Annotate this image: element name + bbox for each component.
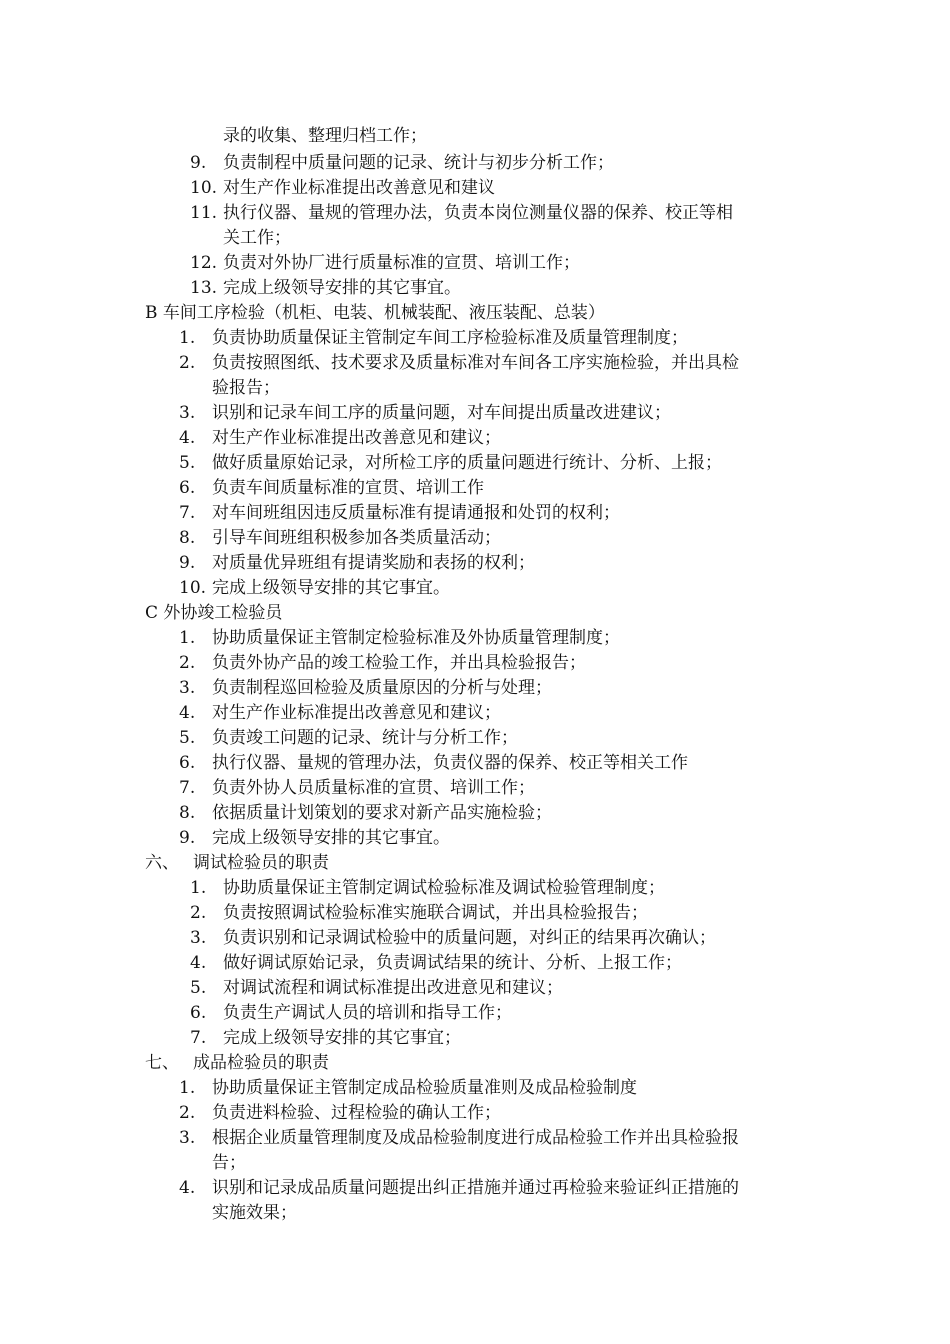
list-item: [190, 951, 682, 975]
list-item-number: 10.: [190, 178, 218, 198]
list-item-number: 1.: [179, 328, 196, 348]
list-item-number: 1.: [179, 628, 196, 648]
list-item-text: 协助质量保证主管制定调试检验标准及调试检验管理制度；: [223, 878, 665, 898]
list-item: [179, 426, 501, 450]
list-item: [179, 526, 501, 550]
list-item-number: 5.: [179, 728, 196, 748]
list-item-text: 关工作；: [223, 228, 291, 248]
list-item: [179, 701, 501, 725]
list-item-text: 负责竣工问题的记录、统计与分析工作；: [212, 728, 518, 748]
list-item-text: 执行仪器、量规的管理办法，负责本岗位测量仪器的保养、校正等相: [223, 203, 733, 223]
list-item-text: 完成上级领导安排的其它事宜。: [223, 278, 461, 298]
list-item-text: 负责车间质量标准的宣贯、培训工作: [212, 478, 484, 498]
list-item-text: 负责进料检验、过程检验的确认工作；: [212, 1103, 501, 1123]
list-item-text: 负责对外协厂进行质量标准的宣贯、培训工作；: [223, 253, 580, 273]
list-item: [179, 751, 688, 775]
list-item: [190, 1026, 461, 1050]
list-item: [190, 1001, 512, 1025]
list-item-text: 对生产作业标准提出改善意见和建议；: [212, 703, 501, 723]
list-item-text: 负责识别和记录调试检验中的质量问题，对纠正的结果再次确认；: [223, 928, 716, 948]
list-item-text: 做好调试原始记录，负责调试结果的统计、分析、上报工作；: [223, 953, 682, 973]
list-item-number: 7.: [190, 1028, 207, 1048]
list-item-number: 9.: [190, 153, 207, 173]
list-item-continuation: [212, 1201, 297, 1225]
list-item-continuation: [212, 1151, 246, 1175]
list-item: [179, 726, 518, 750]
section-heading-number: 七、: [145, 1053, 179, 1073]
list-item-number: 4.: [179, 703, 196, 723]
list-item: [190, 201, 733, 225]
list-item-number: 9.: [179, 828, 196, 848]
list-item: [179, 576, 450, 600]
list-item-text: 负责制程巡回检验及质量原因的分析与处理；: [212, 678, 552, 698]
list-item: [179, 651, 586, 675]
list-item-text: 负责制程中质量问题的记录、统计与初步分析工作；: [223, 153, 614, 173]
list-item-continuation: [223, 124, 427, 148]
list-item-text: 对调试流程和调试标准提出改进意见和建议；: [223, 978, 563, 998]
list-item-number: 8.: [179, 528, 196, 548]
list-item: [179, 826, 450, 850]
list-item-number: 3.: [179, 1128, 196, 1148]
list-item-text: 识别和记录成品质量问题提出纠正措施并通过再检验来验证纠正措施的: [212, 1178, 739, 1198]
list-item-number: 4.: [190, 953, 207, 973]
list-item-text: 完成上级领导安排的其它事宜。: [212, 578, 450, 598]
list-item: [179, 676, 552, 700]
list-item-number: 5.: [179, 453, 196, 473]
list-item: [179, 351, 739, 375]
list-item-text: 完成上级领导安排的其它事宜；: [223, 1028, 461, 1048]
list-item: [190, 876, 665, 900]
list-item-number: 2.: [179, 353, 196, 373]
list-item-number: 4.: [179, 428, 196, 448]
list-item-continuation: [223, 226, 291, 250]
list-item-number: 2.: [179, 653, 196, 673]
list-item: [179, 551, 535, 575]
list-item-number: 3.: [190, 928, 207, 948]
list-item: [190, 276, 461, 300]
list-item-text: 引导车间班组积极参加各类质量活动；: [212, 528, 501, 548]
list-item-number: 7.: [179, 503, 196, 523]
list-item: [179, 1101, 501, 1125]
section-heading: [145, 851, 329, 875]
section-heading: [145, 1051, 329, 1075]
list-item-number: 6.: [190, 1003, 207, 1023]
list-item: [190, 901, 648, 925]
list-item-text: 实施效果；: [212, 1203, 297, 1223]
list-item-number: 4.: [179, 1178, 196, 1198]
list-item-text: 对质量优异班组有提请奖励和表扬的权利；: [212, 553, 535, 573]
list-item: [190, 976, 563, 1000]
list-item-text: 根据企业质量管理制度及成品检验制度进行成品检验工作并出具检验报: [212, 1128, 739, 1148]
list-item: [190, 251, 580, 275]
list-item-number: 7.: [179, 778, 196, 798]
list-item-text: 负责按照图纸、技术要求及质量标准对车间各工序实施检验，并出具检: [212, 353, 739, 373]
list-item-text: 负责生产调试人员的培训和指导工作；: [223, 1003, 512, 1023]
list-item: [179, 1076, 637, 1100]
list-item-number: 5.: [190, 978, 207, 998]
list-item: [179, 776, 535, 800]
list-item-number: 9.: [179, 553, 196, 573]
list-item-number: 6.: [179, 478, 196, 498]
list-item-text: 依据质量计划策划的要求对新产品实施检验；: [212, 803, 552, 823]
list-item-text: 负责外协人员质量标准的宣贯、培训工作；: [212, 778, 535, 798]
list-item: [179, 451, 722, 475]
list-item-number: 3.: [179, 678, 196, 698]
section-heading-text: B 车间工序检验（机柜、电装、机械装配、液压装配、总装）: [145, 303, 605, 323]
list-item-text: 对生产作业标准提出改善意见和建议；: [212, 428, 501, 448]
list-item-number: 13.: [190, 278, 218, 298]
section-heading-text: 成品检验员的职责: [193, 1053, 329, 1073]
list-item-text: 完成上级领导安排的其它事宜。: [212, 828, 450, 848]
section-heading: [145, 301, 605, 325]
list-item-number: 1.: [190, 878, 207, 898]
list-item-number: 12.: [190, 253, 218, 273]
list-item-text: 负责按照调试检验标准实施联合调试，并出具检验报告；: [223, 903, 648, 923]
list-item-text: 负责协助质量保证主管制定车间工序检验标准及质量管理制度；: [212, 328, 688, 348]
list-item-number: 10.: [179, 578, 207, 598]
list-item: [190, 151, 614, 175]
list-item-text: 录的收集、整理归档工作；: [223, 126, 427, 146]
list-item-continuation: [212, 376, 280, 400]
list-item: [190, 926, 716, 950]
list-item-text: 告；: [212, 1153, 246, 1173]
list-item-text: 验报告；: [212, 378, 280, 398]
section-heading-number: 六、: [145, 853, 179, 873]
list-item: [179, 326, 688, 350]
list-item-number: 11.: [190, 203, 218, 223]
list-item-number: 3.: [179, 403, 196, 423]
list-item-text: 执行仪器、量规的管理办法，负责仪器的保养、校正等相关工作: [212, 753, 688, 773]
list-item: [179, 801, 552, 825]
section-heading-text: C 外协竣工检验员: [145, 603, 283, 623]
list-item-number: 2.: [190, 903, 207, 923]
list-item: [179, 626, 620, 650]
list-item: [179, 501, 620, 525]
list-item-text: 协助质量保证主管制定检验标准及外协质量管理制度；: [212, 628, 620, 648]
list-item: [179, 1126, 739, 1150]
list-item: [179, 476, 484, 500]
list-item-number: 8.: [179, 803, 196, 823]
list-item-text: 协助质量保证主管制定成品检验质量准则及成品检验制度: [212, 1078, 637, 1098]
list-item: [190, 176, 495, 200]
list-item-text: 对车间班组因违反质量标准有提请通报和处罚的权利；: [212, 503, 620, 523]
list-item-number: 2.: [179, 1103, 196, 1123]
list-item-text: 做好质量原始记录，对所检工序的质量问题进行统计、分析、上报；: [212, 453, 722, 473]
list-item-text: 对生产作业标准提出改善意见和建议: [223, 178, 495, 198]
list-item-text: 识别和记录车间工序的质量问题，对车间提出质量改进建议；: [212, 403, 671, 423]
list-item: [179, 401, 671, 425]
list-item-number: 6.: [179, 753, 196, 773]
list-item-number: 1.: [179, 1078, 196, 1098]
section-heading: [145, 601, 282, 625]
list-item-text: 负责外协产品的竣工检验工作，并出具检验报告；: [212, 653, 586, 673]
section-heading-text: 调试检验员的职责: [193, 853, 329, 873]
list-item: [179, 1176, 739, 1200]
